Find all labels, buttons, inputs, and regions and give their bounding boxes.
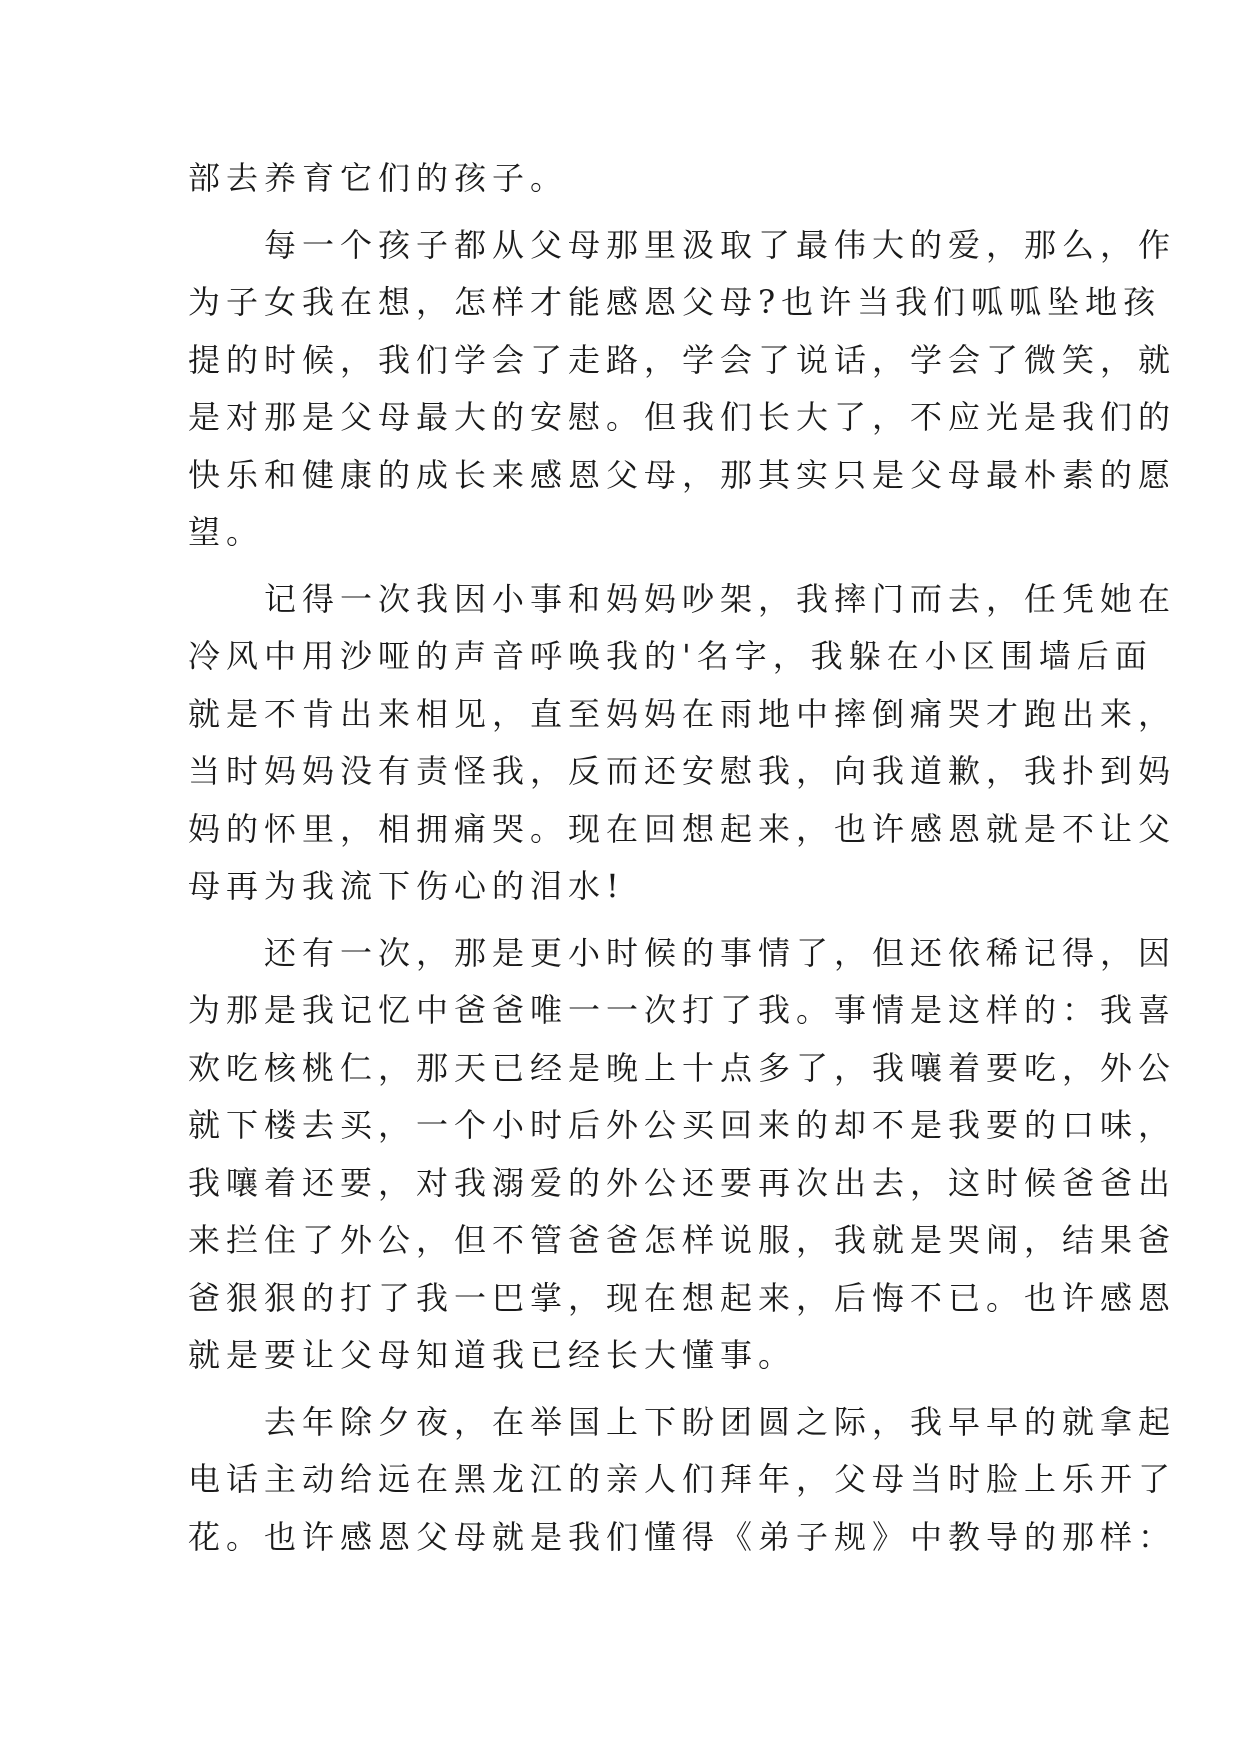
text-line: 欢吃核桃仁，那天已经是晚上十点多了，我嚷着要吃，外公 [188,1048,1177,1087]
text-line: 部去养育它们的孩子。 [188,159,569,197]
text-line: 妈的怀里，相拥痛哭。现在回想起来，也许感恩就是不让父 [188,809,1177,848]
paragraph-gap [188,208,1058,217]
text-line: 爸狠狠的打了我一巴掌，现在想起来，后悔不已。也许感恩 [188,1278,1177,1317]
text-line: 提的时候，我们学会了走路，学会了说话，学会了微笑，就 [188,340,1177,379]
text-line: 记得一次我因小事和妈妈吵架，我摔门而去，任凭她在 [188,579,1177,618]
text-line: 就是要让父母知道我已经长大懂事。 [188,1336,797,1374]
text-line: 是对那是父母最大的安慰。但我们长大了，不应光是我们的 [188,398,1177,436]
paragraph [188,925,1177,1385]
text-line: 为子女我在想，怎样才能感恩父母?也许当我们呱呱坠地孩 [188,283,1162,321]
paragraph [188,217,1177,562]
text-line: 当时妈妈没有责怪我，反而还安慰我，向我道歉，我扑到妈 [188,752,1177,790]
paragraph [188,571,1177,916]
document-body [188,150,1177,1566]
paragraph-gap [188,1385,1058,1394]
text-line: 花。也许感恩父母就是我们懂得《弟子规》中教导的那样： [188,1517,1177,1556]
text-line: 母再为我流下伤心的泪水! [188,867,625,905]
paragraph-gap [188,562,1058,571]
paragraph [188,150,1058,208]
text-line: 还有一次，那是更小时候的事情了，但还依稀记得，因 [188,933,1177,972]
text-line: 每一个孩子都从父母那里汲取了最伟大的爱，那么，作 [188,225,1177,264]
text-line: 我嚷着还要，对我溺爱的外公还要再次出去，这时候爸爸出 [188,1163,1177,1202]
text-line: 为那是我记忆中爸爸唯一一次打了我。事情是这样的：我喜 [188,991,1177,1029]
paragraph-gap [188,916,1058,925]
text-line: 去年除夕夜，在举国上下盼团圆之际，我早早的就拿起 [188,1402,1177,1441]
text-line: 冷风中用沙哑的声音呼唤我的'名字，我躲在小区围墙后面 [188,637,1153,675]
text-line: 来拦住了外公，但不管爸爸怎样说服，我就是哭闹，结果爸 [188,1221,1177,1259]
text-line: 望。 [188,513,265,551]
text-line: 电话主动给远在黑龙江的亲人们拜年，父母当时脸上乐开了 [188,1460,1177,1498]
paragraph [188,1394,1177,1567]
text-line: 快乐和健康的成长来感恩父母，那其实只是父母最朴素的愿 [188,455,1177,494]
text-line: 就是不肯出来相见，直至妈妈在雨地中摔倒痛哭才跑出来， [188,694,1177,733]
text-line: 就下楼去买，一个小时后外公买回来的却不是我要的口味， [188,1106,1177,1144]
